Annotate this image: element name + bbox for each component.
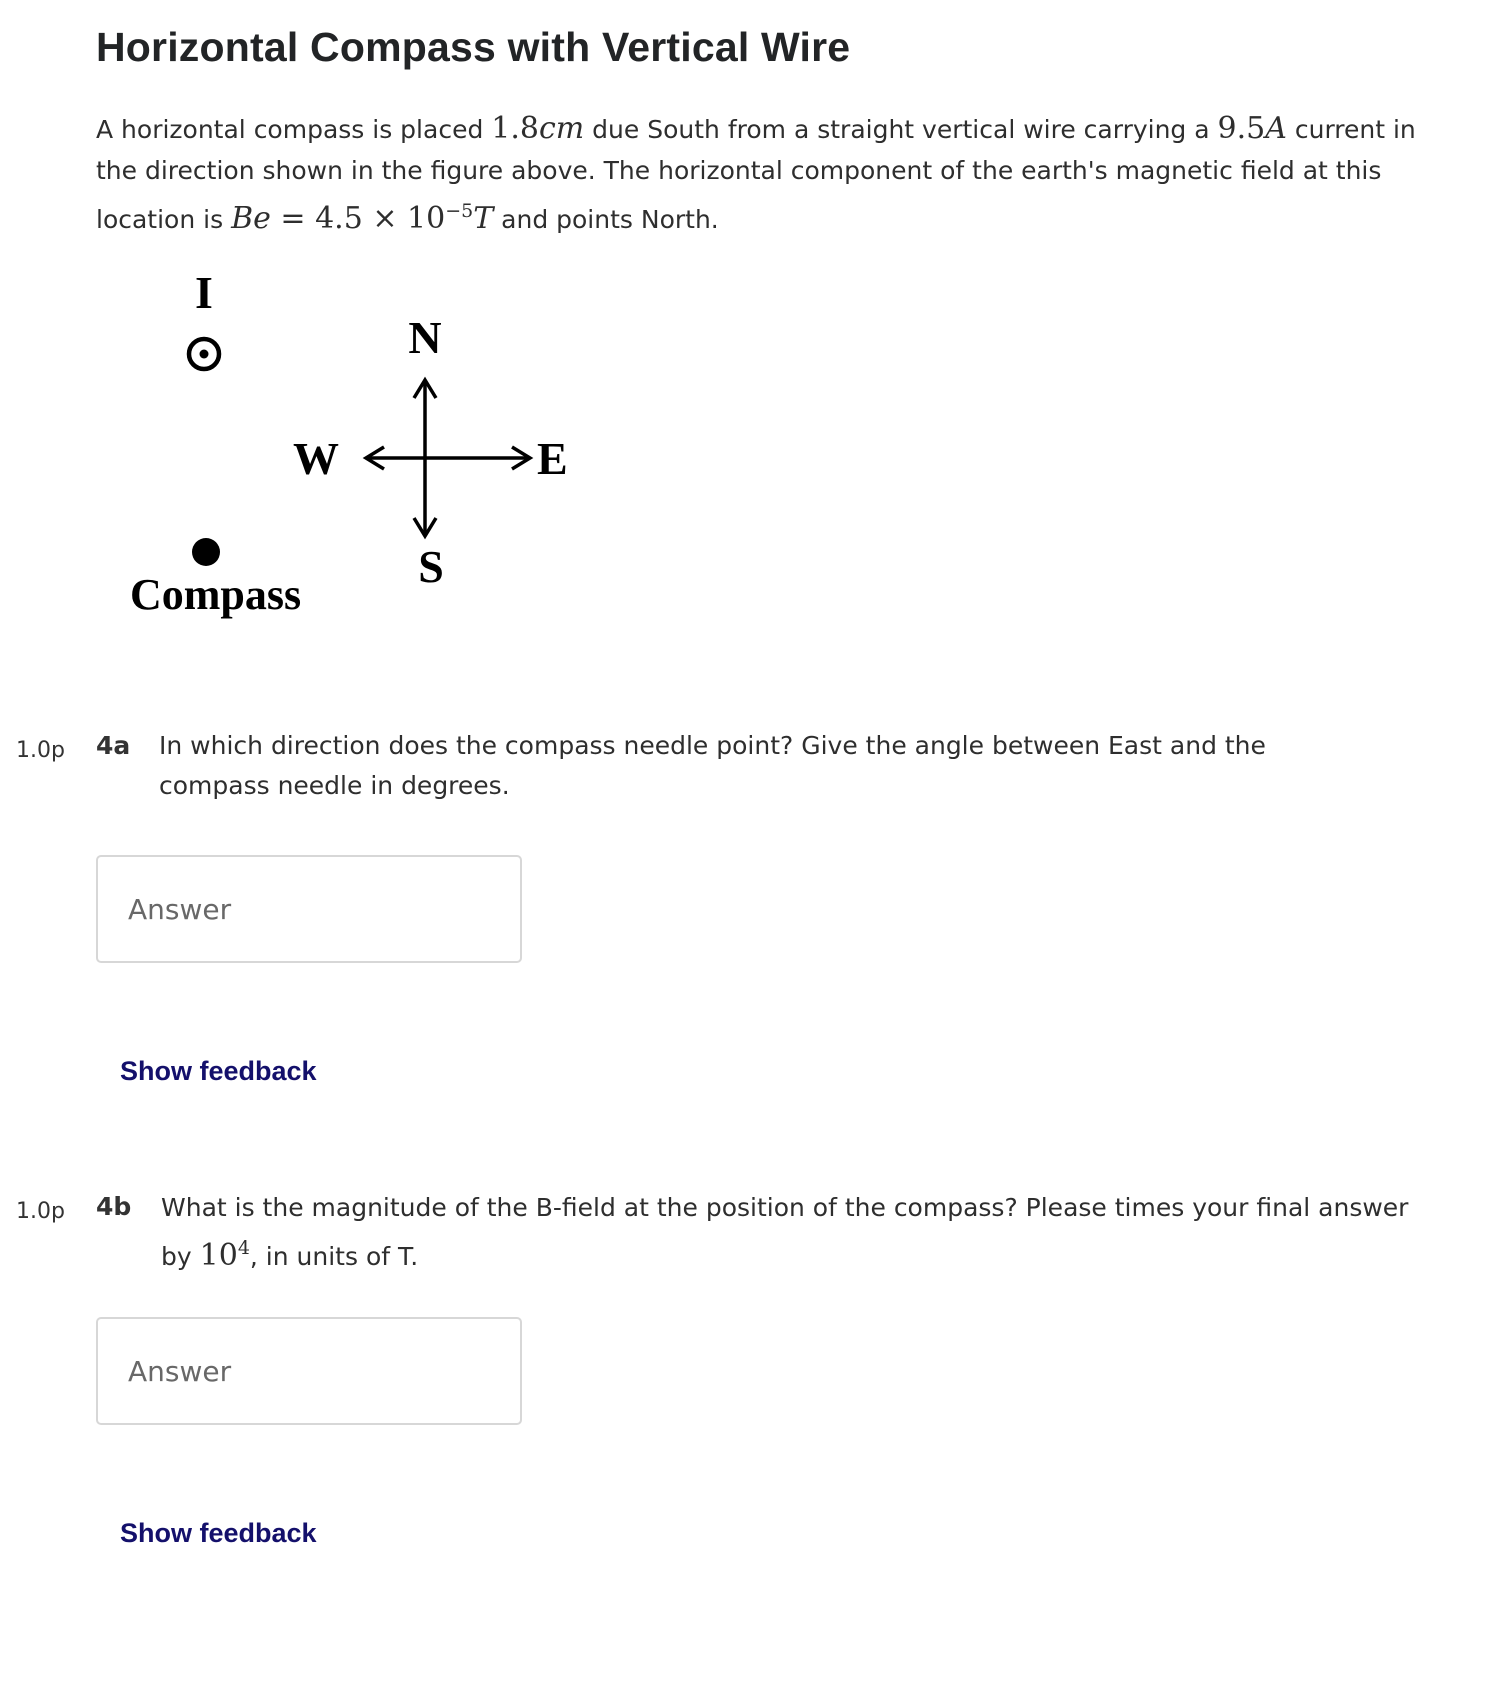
- current-unit: A: [1265, 111, 1287, 146]
- question-4b-text-after: , in units of T.: [249, 1242, 419, 1271]
- question-4b-number: 4b: [96, 1192, 132, 1221]
- question-4a-text: In which direction does the compass needle point? Give the angle between East and the compass needle in degrees.: [159, 731, 1266, 800]
- question-4b-scale-base: 10: [199, 1238, 238, 1273]
- current-value: 9.5: [1217, 111, 1266, 146]
- east-label: E: [537, 433, 568, 484]
- question-4a-number: 4a: [96, 731, 131, 760]
- figure-svg: [120, 262, 620, 652]
- question-4a-show-feedback-link[interactable]: Show feedback: [120, 1056, 317, 1086]
- wire-compass-figure: [120, 262, 620, 652]
- question-4b-scale-exponent: 4: [237, 1237, 250, 1259]
- compass-label: Compass: [130, 570, 302, 619]
- problem-statement: [96, 108, 1426, 240]
- field-math: [231, 201, 493, 236]
- current-label: I: [195, 267, 213, 318]
- wire-current-out-icon: [189, 339, 219, 369]
- intro-text-3: current in the direction shown in the figure above. The horizontal component of the earth's magnetic field at this location is: [96, 115, 1416, 234]
- south-label: S: [418, 541, 444, 592]
- distance-unit: cm: [538, 111, 585, 146]
- intro-text-4: and points North.: [493, 205, 719, 234]
- distance-math: [491, 111, 584, 146]
- north-label: N: [408, 312, 442, 363]
- compass-position-dot: [192, 538, 220, 566]
- field-unit: T: [473, 201, 494, 236]
- current-math: [1218, 111, 1287, 146]
- question-4b-text-before: What is the magnitude of the B-field at the position of the compass? Please times your final answer by: [161, 1193, 1409, 1271]
- intro-text-1: A horizontal compass is placed: [96, 115, 492, 144]
- question-4b-answer-input[interactable]: [96, 1317, 522, 1425]
- question-4b-points: 1.0p: [16, 1199, 65, 1224]
- field-symbol: Be: [231, 201, 271, 236]
- intro-text-2: due South from a straight vertical wire carrying a: [584, 115, 1218, 144]
- question-4b-text: [161, 1188, 1431, 1277]
- field-equals: = 4.5 × 10: [270, 201, 446, 236]
- compass-rose: [366, 380, 530, 536]
- field-exponent: −5: [445, 200, 474, 222]
- west-label: W: [293, 433, 339, 484]
- question-4a-answer-input[interactable]: [96, 855, 522, 963]
- distance-value: 1.8: [491, 111, 539, 146]
- page-title: Horizontal Compass with Vertical Wire: [96, 24, 851, 70]
- question-4b-show-feedback-link[interactable]: Show feedback: [120, 1518, 317, 1548]
- question-4a-points: 1.0p: [16, 738, 65, 763]
- question-4b-scale-math: [200, 1238, 250, 1273]
